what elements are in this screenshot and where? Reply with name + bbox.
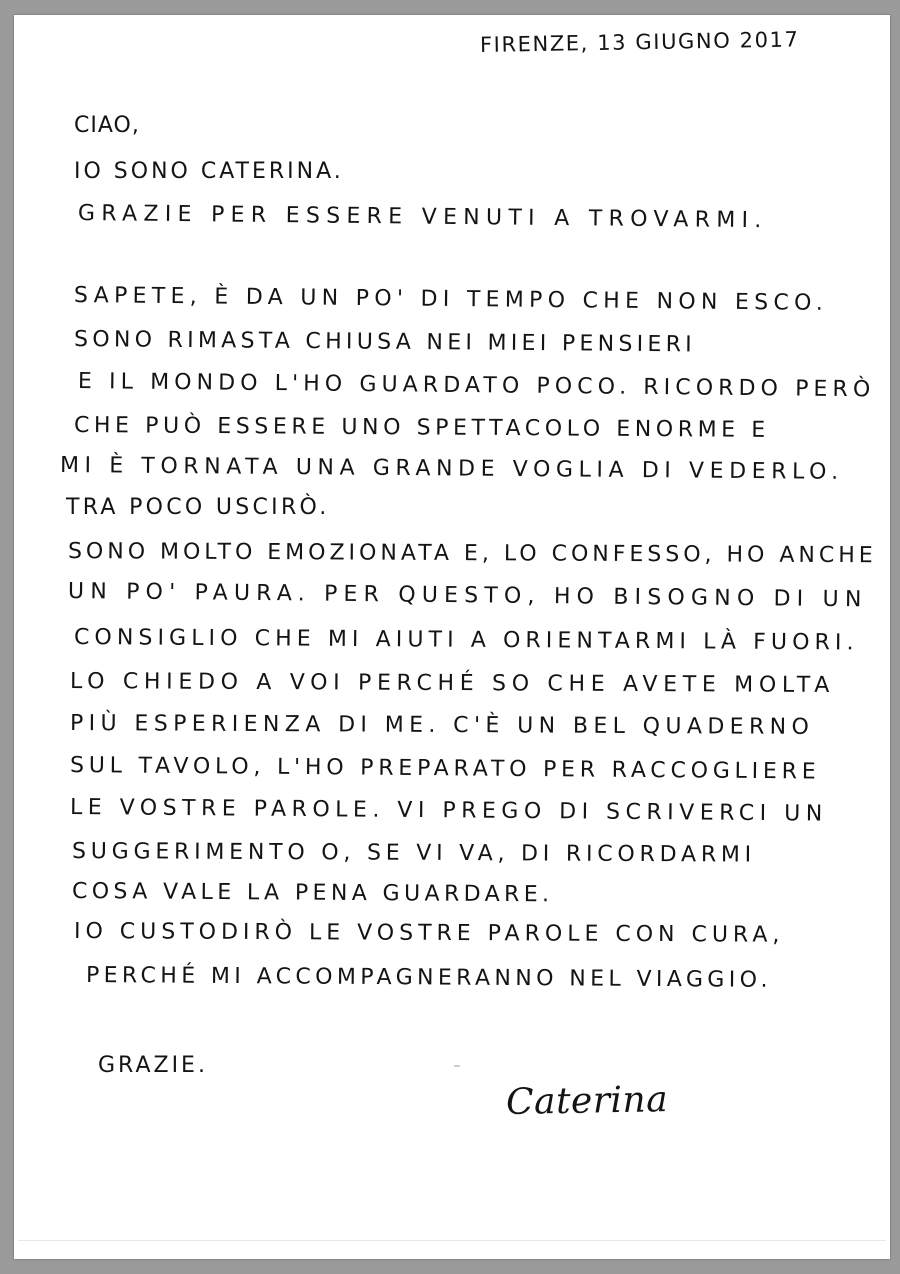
- body-line: SUGGERIMENTO O, SE VI VA, DI RICORDARMI: [71, 839, 757, 868]
- body-line: PIÙ ESPERIENZA DI ME. C'È UN BEL QUADERNO: [69, 711, 815, 740]
- body-line: CONSIGLIO CHE MI AIUTI A ORIENTARMI LÀ FUORI.: [73, 625, 859, 656]
- thanks-line: GRAZIE PER ESSERE VENUTI A TROVARMI.: [77, 201, 768, 234]
- body-line: COSA VALE LA PENA GUARDARE.: [71, 879, 554, 908]
- closing: GRAZIE.: [98, 1053, 208, 1078]
- signature: Caterina: [505, 1079, 669, 1123]
- body-line: E IL MONDO L'HO GUARDATO POCO. RICORDO PERÒ: [77, 369, 876, 403]
- body-line: TRA POCO USCIRÒ.: [66, 495, 330, 520]
- scan-edge-line: [18, 1240, 886, 1241]
- body-line: PERCHÉ MI ACCOMPAGNERANNO NEL VIAGGIO.: [85, 963, 772, 993]
- body-line: SUL TAVOLO, L'HO PREPARATO PER RACCOGLIERE: [69, 753, 821, 785]
- place-date: FIRENZE, 13 GIUGNO 2017: [479, 27, 800, 57]
- greeting: CIAO,: [74, 113, 140, 138]
- body-line: SONO MOLTO EMOZIONATA E, LO CONFESSO, HO ANCHE: [67, 539, 877, 569]
- body-line: MI È TORNATA UNA GRANDE VOGLIA DI VEDERLO.: [59, 453, 844, 485]
- intro-line: IO SONO CATERINA.: [74, 159, 344, 184]
- body-line: SAPETE, È DA UN PO' DI TEMPO CHE NON ESCO.: [73, 283, 829, 316]
- paper-speck: [454, 1065, 460, 1067]
- body-line: IO CUSTODIRÒ LE VOSTRE PAROLE CON CURA,: [73, 919, 785, 948]
- body-line: UN PO' PAURA. PER QUESTO, HO BISOGNO DI UN: [67, 579, 868, 613]
- body-line: LE VOSTRE PAROLE. VI PREGO DI SCRIVERCI UN: [69, 795, 828, 827]
- body-line: CHE PUÒ ESSERE UNO SPETTACOLO ENORME E: [73, 413, 770, 443]
- body-line: SONO RIMASTA CHIUSA NEI MIEI PENSIERI: [73, 327, 697, 358]
- body-line: LO CHIEDO A VOI PERCHÉ SO CHE AVETE MOLTA: [69, 669, 836, 699]
- letter-page: [14, 15, 890, 1259]
